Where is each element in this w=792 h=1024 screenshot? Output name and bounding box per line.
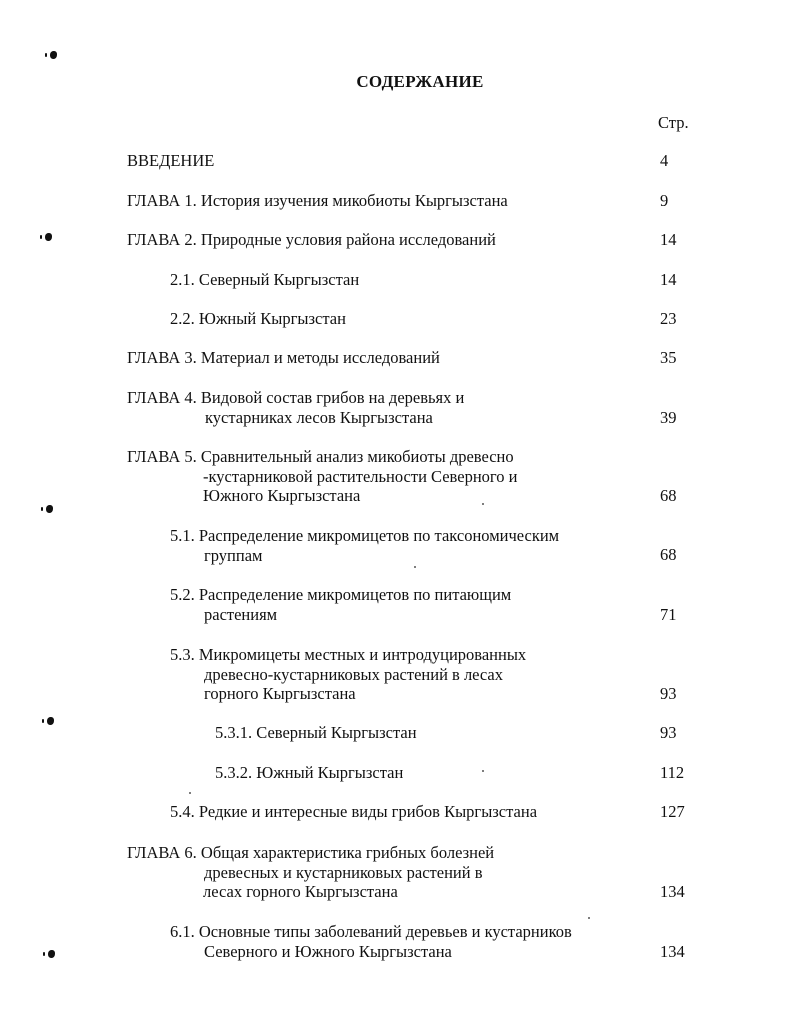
toc-entry-introduction [127, 151, 214, 171]
toc-entry-line: ВВЕДЕНИЕ [127, 151, 215, 170]
toc-entry-line: лесах горного Кыргызстана [203, 882, 398, 901]
toc-entry-section-2-2 [170, 309, 346, 329]
toc-page-number: 134 [660, 882, 685, 901]
toc-page-number: 93 [660, 684, 677, 703]
scan-speck [414, 566, 416, 568]
toc-page-number: 39 [660, 408, 677, 427]
toc-entry-line: 5.3.1. Северный Кыргызстан [215, 723, 417, 742]
toc-entry-line: древесно-кустарниковых растений в лесах [204, 664, 504, 684]
toc-entry-line: Северного и Южного Кыргызстана [204, 941, 452, 961]
toc-entry-chapter-4 [127, 388, 464, 427]
toc-entry-section-5-2 [170, 585, 511, 624]
toc-entry-line: 2.1. Северный Кыргызстан [170, 270, 360, 289]
toc-entry-line: группам [204, 545, 263, 565]
toc-entry-chapter-2 [127, 230, 496, 250]
toc-page-number: 14 [660, 270, 677, 289]
toc-page-number: 4 [660, 151, 669, 170]
toc-page-number: 71 [660, 605, 677, 624]
punch-hole-mark [48, 950, 55, 958]
toc-entry-section-6-1 [170, 922, 572, 961]
scan-speck [482, 770, 484, 772]
toc-page-number: 134 [660, 942, 685, 961]
toc-entry-chapter-1 [127, 191, 508, 211]
scan-speck [482, 503, 484, 505]
toc-entry-line: 2.2. Южный Кыргызстан [170, 309, 346, 328]
toc-page-number: 93 [660, 723, 677, 742]
punch-hole-mark [50, 51, 57, 59]
toc-entry-line: -кустарниковой растительности Северного и [203, 466, 518, 486]
toc-entry-line: 5.2. Распределение микромицетов по питающим [170, 585, 512, 604]
toc-entry-line: Южного Кыргызстана [203, 486, 361, 505]
toc-entry-line: 5.4. Редкие и интересные виды грибов Кыргызстана [170, 802, 538, 821]
scan-speck [189, 792, 191, 794]
toc-page-number: 23 [660, 309, 677, 328]
punch-hole-mark [45, 233, 52, 241]
toc-page-number: 35 [660, 348, 677, 367]
toc-entry-section-5-3-1 [215, 723, 417, 743]
toc-entry-line: ГЛАВА 3. Материал и методы исследований [127, 348, 440, 367]
page-column-header: Стр. [658, 113, 689, 132]
toc-entry-chapter-3 [127, 348, 440, 368]
toc-entry-line: растениям [204, 604, 278, 624]
page-title: СОДЕРЖАНИЕ [356, 72, 484, 91]
punch-hole-mark [46, 505, 53, 513]
toc-entry-line: ГЛАВА 5. Сравнительный анализ микобиоты древесно [127, 447, 514, 466]
toc-entry-line: древесных и кустарниковых растений в [204, 862, 483, 882]
toc-entry-line: ГЛАВА 4. Видовой состав грибов на деревьях и [127, 388, 465, 407]
scan-speck [588, 917, 590, 919]
toc-page-number: 68 [660, 486, 677, 505]
toc-page-number: 9 [660, 191, 669, 210]
toc-entry-line: ГЛАВА 6. Общая характеристика грибных болезней [127, 843, 495, 862]
toc-entry-chapter-5 [127, 447, 517, 506]
toc-page-number: 112 [660, 763, 685, 782]
toc-entry-line: горного Кыргызстана [204, 684, 356, 703]
punch-hole-mark [47, 717, 54, 725]
toc-entry-line: ГЛАВА 2. Природные условия района исследований [127, 230, 496, 249]
toc-entry-section-5-3-2 [215, 763, 403, 783]
toc-entry-section-2-1 [170, 270, 359, 290]
toc-entry-line: 6.1. Основные типы заболеваний деревьев и кустарников [170, 922, 572, 941]
toc-entry-line: 5.3. Микромицеты местных и интродуцированных [170, 645, 527, 664]
toc-page-number: 68 [660, 545, 677, 564]
toc-entry-line: ГЛАВА 1. История изучения микобиоты Кыргызстана [127, 191, 508, 210]
toc-entry-chapter-6 [127, 843, 494, 902]
toc-entry-section-5-3 [170, 645, 526, 704]
toc-entry-section-5-4 [170, 802, 537, 822]
toc-entry-line: кустарниках лесов Кыргызстана [205, 407, 433, 427]
toc-entry-section-5-1 [170, 526, 559, 565]
toc-entry-line: 5.1. Распределение микромицетов по таксономическим [170, 526, 560, 545]
toc-page-number: 127 [660, 802, 685, 821]
toc-entry-line: 5.3.2. Южный Кыргызстан [215, 763, 404, 782]
toc-page-number: 14 [660, 230, 677, 249]
